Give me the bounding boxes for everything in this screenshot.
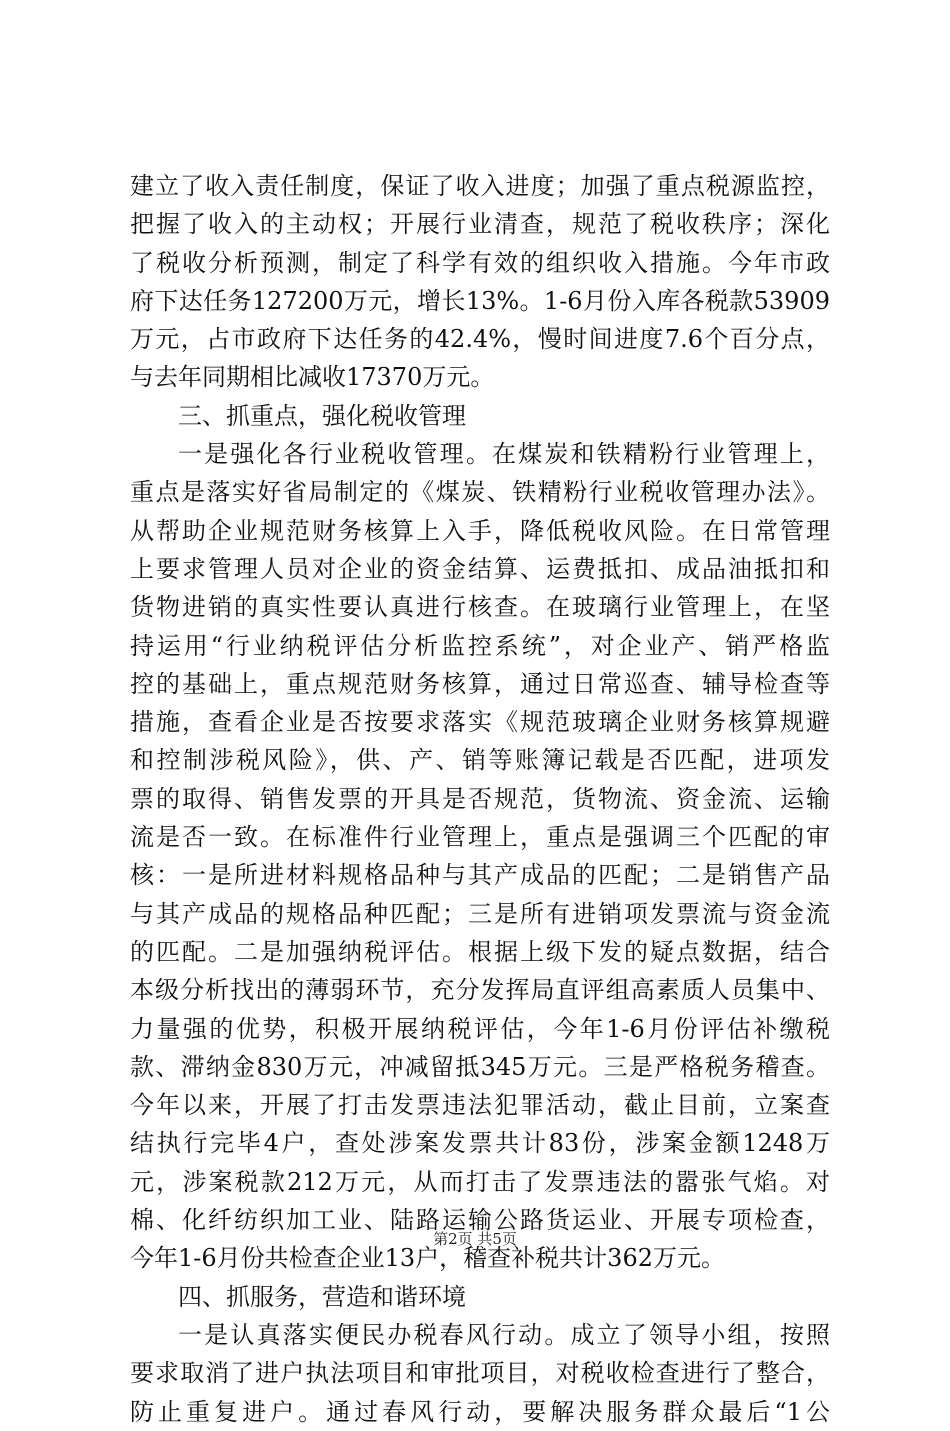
text-line: 元，涉案税款212万元，从而打击了发票违法的嚣张气焰。对: [130, 1167, 830, 1196]
text-line: 防止重复进户。通过春风行动，要解决服务群众最后“1公: [130, 1397, 830, 1426]
paragraph-2: [130, 435, 830, 1278]
paragraph-3: [130, 1316, 830, 1431]
text-line: 措施，查看企业是否按要求落实《规范玻璃企业财务核算规避: [130, 708, 830, 737]
text-line: 款、滞纳金830万元，冲减留抵345万元。三是严格税务稽查。: [130, 1052, 830, 1081]
text-line: 力量强的优势，积极开展纳税评估，今年1-6月份评估补缴税: [130, 1014, 830, 1043]
text-line: 从帮助企业规范财务核算上入手，降低税收风险。在日常管理: [130, 516, 830, 545]
paragraph-1: [130, 167, 830, 397]
text-line: 上要求管理人员对企业的资金结算、运费抵扣、成品油抵扣和: [130, 554, 830, 583]
text-line: 货物进销的真实性要认真进行核查。在玻璃行业管理上，在坚: [130, 593, 830, 622]
text-line: 建立了收入责任制度，保证了收入进度；加强了重点税源监控，: [130, 172, 830, 200]
text-line: 的匹配。二是加强纳税评估。根据上级下发的疑点数据，结合: [130, 937, 830, 966]
text-line: 要求取消了进户执法项目和审批项目，对税收检查进行了整合，: [130, 1359, 830, 1388]
text-line: 票的取得、销售发票的开具是否规范，货物流、资金流、运输: [130, 784, 830, 813]
section-heading-3: [130, 397, 830, 435]
text-line: 结执行完毕4户，查处涉案发票共计83份，涉案金额1248万: [130, 1129, 830, 1158]
heading-text: 四、抓服务，营造和谐环境: [178, 1282, 466, 1311]
text-line: 重点是落实好省局制定的《煤炭、铁精粉行业税收管理办法》。: [130, 478, 830, 507]
text-line: 棉、化纤纺织加工业、陆路运输公路货运业、开展专项检查，: [130, 1206, 830, 1235]
text-line: 与其产成品的规格品种匹配；三是所有进销项发票流与资金流: [130, 899, 830, 928]
text-line: 控的基础上，重点规范财务核算，通过日常巡查、辅导检查等: [130, 669, 830, 698]
page-number-label: 第2页 共5页: [433, 1230, 517, 1248]
section-heading-4: [130, 1278, 830, 1316]
text-line: 和控制涉税风险》，供、产、销等账簿记载是否匹配，进项发: [130, 746, 830, 775]
text-line: 今年以来，开展了打击发票违法犯罪活动，截止目前，立案查: [130, 1091, 830, 1120]
text-line: 核：一是所进材料规格品种与其产成品的匹配；二是销售产品: [130, 861, 830, 890]
text-line: 万元，占市政府下达任务的42.4%，慢时间进度7.6个百分点，: [130, 325, 830, 354]
text-line: 今年1-6月份共检查企业13户，稽查补税共计362万元。: [130, 1244, 725, 1273]
page-footer: [0, 1228, 950, 1249]
text-line: 把握了收入的主动权；开展行业清查，规范了税收秩序；深化: [130, 210, 830, 239]
text-line: 一是认真落实便民办税春风行动。成立了领导小组，按照: [178, 1320, 830, 1349]
text-line: 府下达任务127200万元，增长13%。1-6月份入库各税款53909: [130, 286, 830, 315]
text-line: 本级分析找出的薄弱环节，充分发挥局直评组高素质人员集中、: [130, 976, 830, 1005]
text-line: 持运用“行业纳税评估分析监控系统”，对企业产、销严格监: [130, 631, 830, 660]
text-line: 与去年同期相比减收17370万元。: [130, 363, 495, 392]
heading-text: 三、抓重点，强化税收管理: [178, 401, 466, 430]
text-line: 了税收分析预测，制定了科学有效的组织收入措施。今年市政: [130, 248, 830, 277]
text-line: 一是强化各行业税收管理。在煤炭和铁精粉行业管理上，: [178, 440, 830, 469]
text-line: 流是否一致。在标准件行业管理上，重点是强调三个匹配的审: [130, 823, 830, 852]
